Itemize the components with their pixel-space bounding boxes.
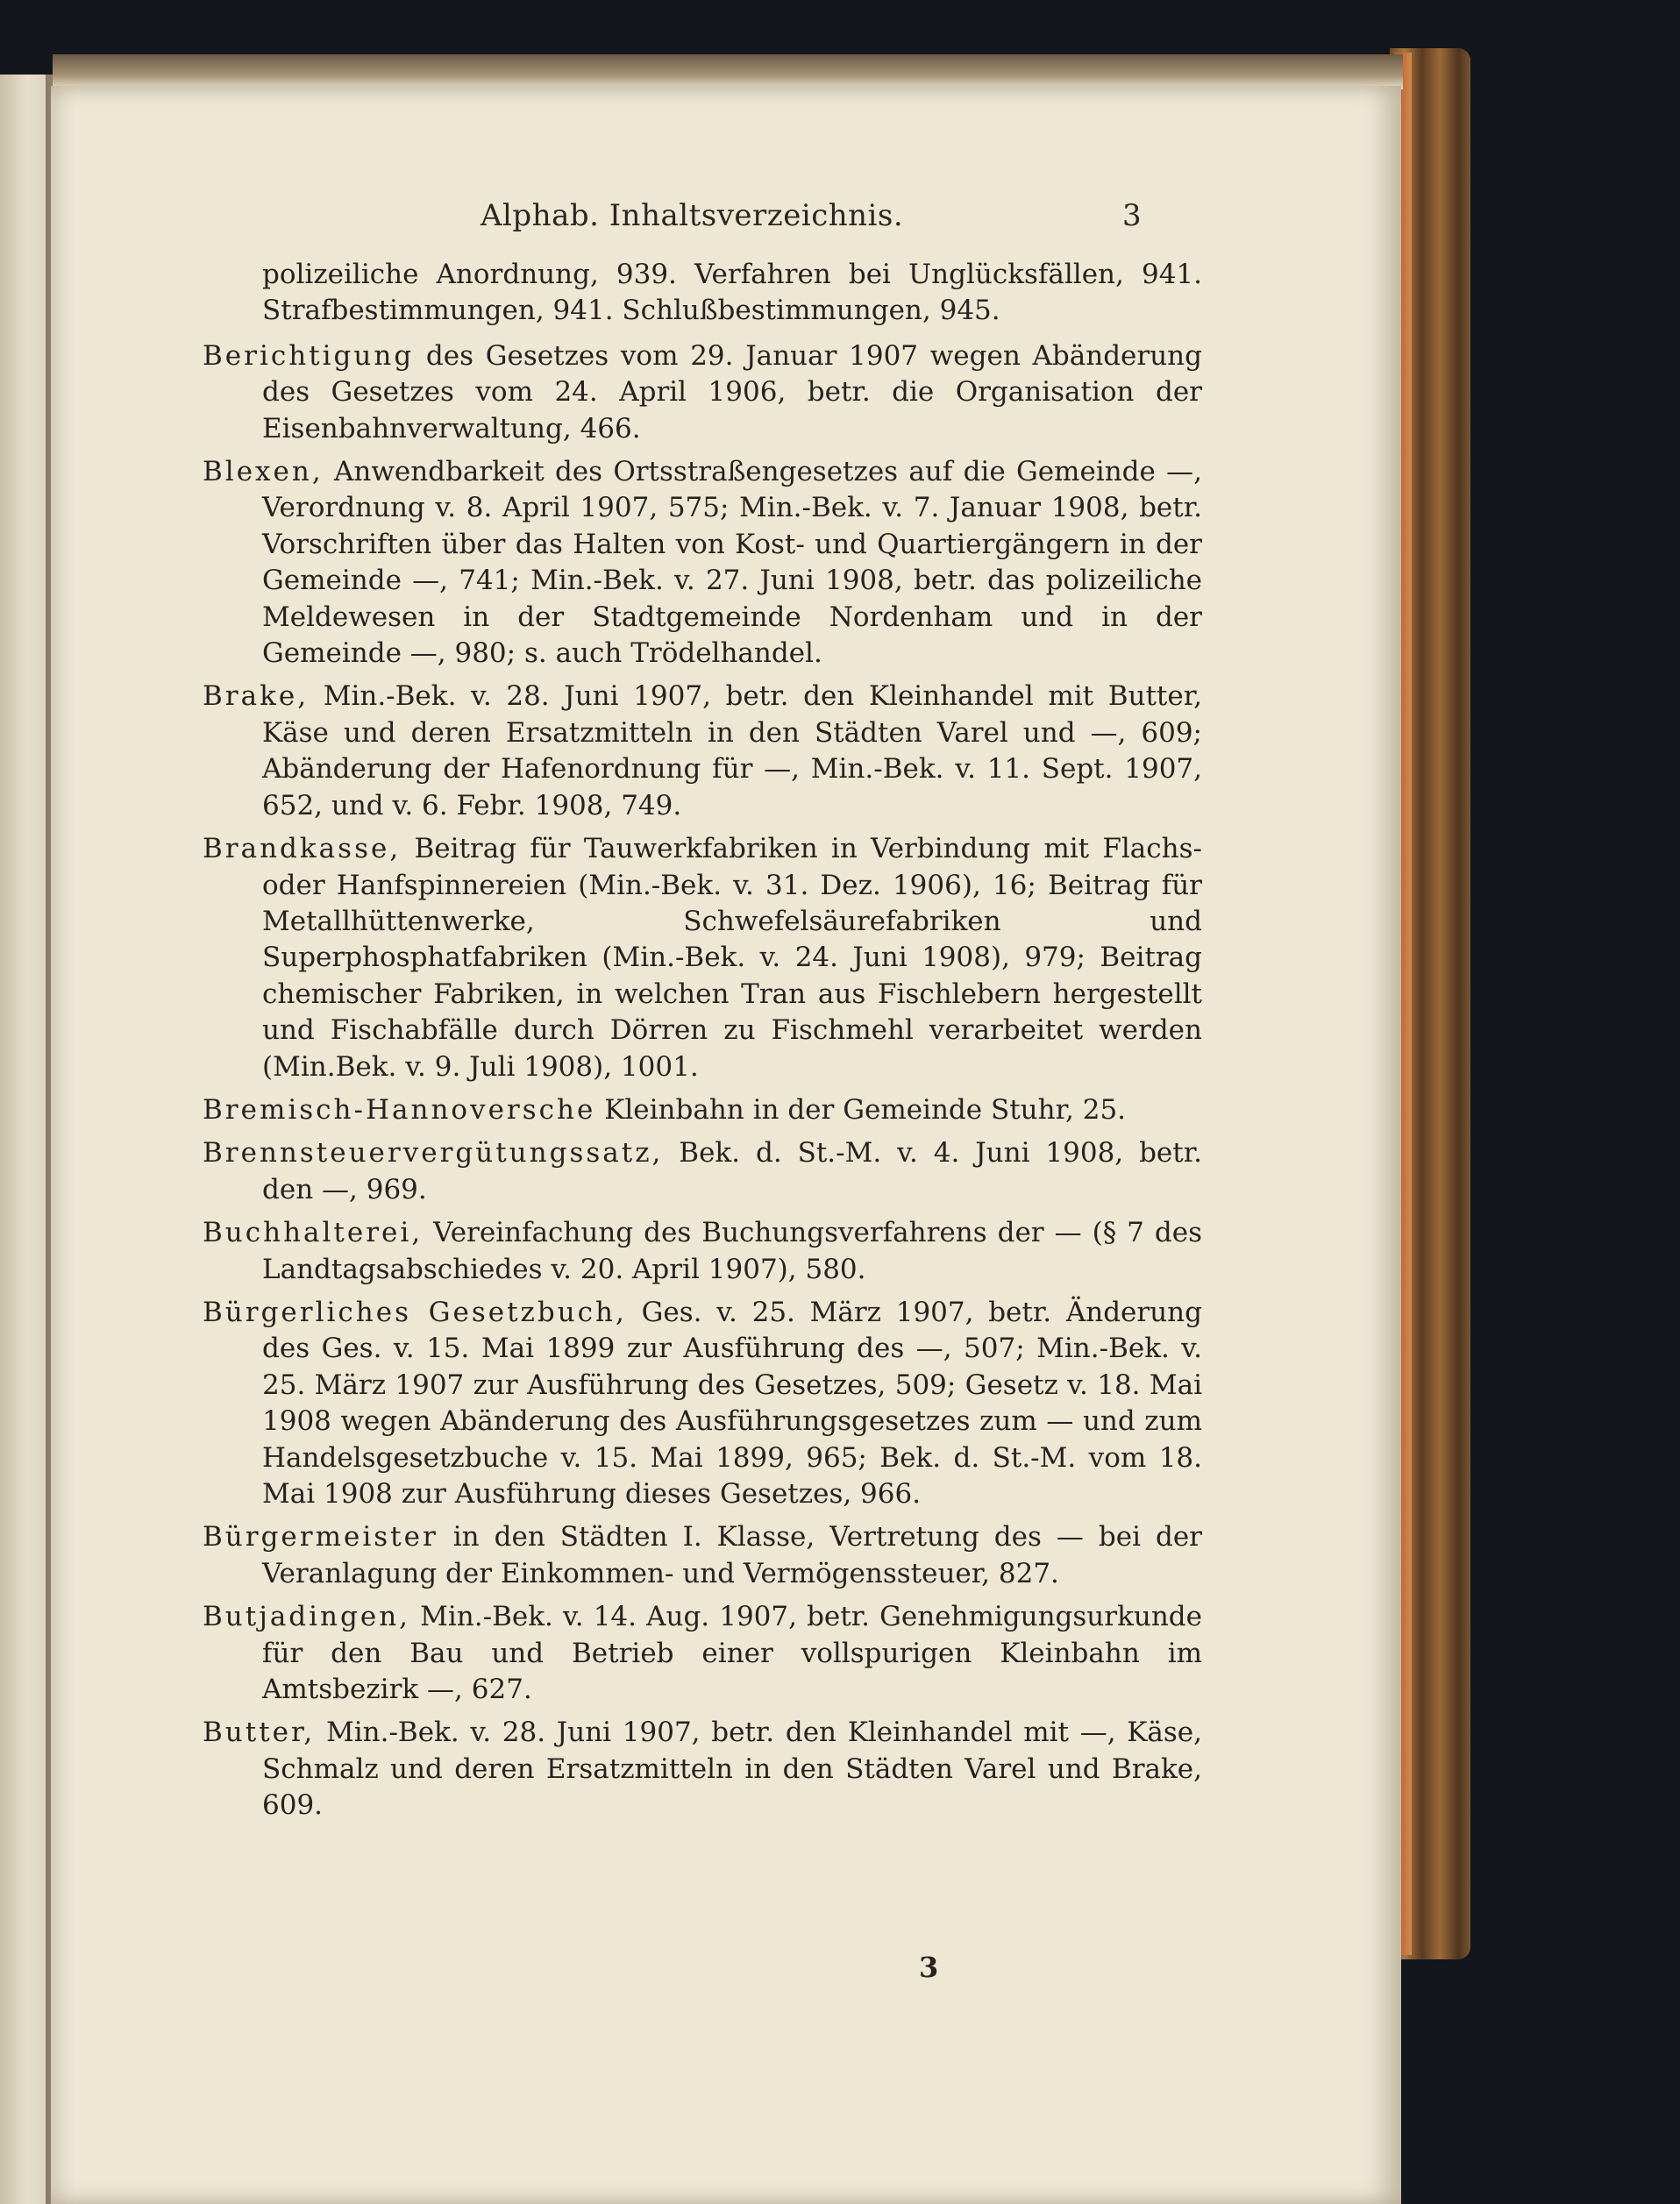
entry-text: Min.-Bek. v. 28. Juni 1907, betr. den Kleinhandel mit Butter, Käse und deren Ersatzmitteln in den Städten Varel und —, 609; Abänderung der Hafenordnung für —, Min.-Bek. v. 11. Sept. 1907, 652, und v. 6. Febr. 1908, 749. (262, 680, 1202, 821)
printer-signature: 3 (919, 1951, 939, 1984)
entry-keyword: Bürgermeister (203, 1521, 438, 1553)
entry-keyword: Buchhalterei, (203, 1217, 424, 1249)
entry-keyword: Butter, (203, 1717, 316, 1749)
index-entry (203, 1215, 1202, 1288)
entry-text: Beitrag für Tauwerkfabriken in Verbindung mit Flachs- oder Hanfspinnereien (Min.-Bek. v. 31. Dez. 1906), 16; Beitrag für Metallhüttenwerke, Schwefelsäurefabriken und Superphosphatfabriken (Min.-Bek. v. 24. Juni 1908), 979; Beitrag chemischer Fabriken, in welchen Tran aus Fischlebern hergestellt und Fischabfälle durch Dörren zu Fischmehl verarbeitet werden (Min.Bek. v. 9. Juli 1908), 1001. (262, 833, 1202, 1083)
entry-text: Min.-Bek. v. 14. Aug. 1907, betr. Genehmigungsurkunde für den Bau und Betrieb einer vollspurigen Kleinbahn im Amtsbezirk —, 627. (262, 1601, 1202, 1706)
running-head: Alphab. Inhaltsverzeichnis. (481, 198, 904, 233)
entry-keyword: Bürgerliches Gesetzbuch, (203, 1296, 627, 1328)
index-entry (203, 1092, 1202, 1128)
index-entry (203, 1519, 1202, 1592)
index-entry (203, 338, 1202, 447)
entry-keyword: Blexen, (203, 456, 324, 488)
entry-keyword: Brake, (203, 680, 310, 713)
entry-keyword: Bremisch-Hannoversche (203, 1093, 596, 1126)
index-entry (203, 1295, 1202, 1512)
index-entry (203, 454, 1202, 672)
index-entry (203, 679, 1202, 824)
left-page-margin (0, 75, 49, 2204)
page-top-edge (53, 54, 1403, 89)
entry-text: Ges. v. 25. März 1907, betr. Änderung des Ges. v. 15. Mai 1899 zur Ausführung des —, 507; Min.-Bek. v. 25. März 1907 zur Ausführung des Gesetzes, 509; Gesetz v. 18. Mai 1908 wegen Abänderung des Ausführungsgesetzes zum — und zum Handelsgesetzbuche v. 15. Mai 1899, 965; Bek. d. St.-M. vom 18. Mai 1908 zur Ausführung dieses Gesetzes, 966. (262, 1296, 1202, 1510)
entry-text: Kleinbahn in der Gemeinde Stuhr, 25. (595, 1093, 1127, 1126)
index-content (203, 257, 1202, 1831)
entry-text: Min.-Bek. v. 28. Juni 1907, betr. den Kleinhandel mit —, Käse, Schmalz und deren Ersatzmitteln in den Städten Varel und Brake, 609. (262, 1717, 1202, 1822)
book-page (51, 86, 1401, 2204)
index-entry (203, 831, 1202, 1085)
page-number: 3 (1122, 198, 1142, 233)
continued-entry: polizeiliche Anordnung, 939. Verfahren bei Unglücksfällen, 941. Strafbestimmungen, 941. Schlußbestimmungen, 945. (262, 259, 1202, 327)
entry-text: Bek. d. St.-M. v. 4. Juni 1908, betr. den —, 969. (262, 1137, 1202, 1205)
entry-text: Anwendbarkeit des Ortsstraßengesetzes auf die Gemeinde —, Verordnung v. 8. April 1907, 575; Min.-Bek. v. 7. Januar 1908, betr. Vorschriften über das Halten von Kost- und Quartiergängern in der Gemeinde —, 741; Min.-Bek. v. 27. Juni 1908, betr. das polizeiliche Meldewesen in der Stadtgemeinde Nordenham und in der Gemeinde —, 980; s. auch Trödelhandel. (262, 456, 1202, 670)
entry-keyword: Berichtigung (203, 339, 415, 372)
entry-keyword: Butjadingen, (203, 1601, 411, 1633)
index-entry (203, 1599, 1202, 1708)
index-entry (203, 1715, 1202, 1824)
index-entry (203, 1135, 1202, 1208)
entry-keyword: Brennsteuervergütungssatz, (203, 1137, 664, 1170)
entry-text: Vereinfachung des Buchungsverfahrens der — (§ 7 des Landtagsabschiedes v. 20. April 1907), 580. (262, 1217, 1202, 1285)
entry-text: in den Städten I. Klasse, Vertretung des — bei der Veranlagung der Einkommen- und Vermögenssteuer, 827. (262, 1521, 1202, 1589)
page-header (51, 198, 1401, 242)
entry-text: des Gesetzes vom 29. Januar 1907 wegen Abänderung des Gesetzes vom 24. April 1906, betr. die Organisation der Eisenbahnverwaltung, 466. (262, 339, 1202, 444)
entry-keyword: Brandkasse, (203, 833, 402, 865)
